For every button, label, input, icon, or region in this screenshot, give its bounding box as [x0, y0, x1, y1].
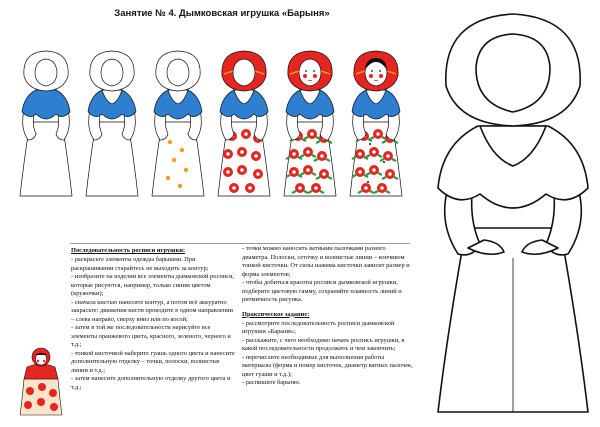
doll-stage-6	[346, 50, 406, 200]
practice-task: - рассмотрите последовательность росписи дымковской игрушки «Барыня»;	[242, 319, 395, 335]
sequence-step: - затем в той же последовательности нарисуйте все элементы оранжевого цвета, красного, зеленого, черного и т.д.;	[71, 324, 231, 348]
doll-stage-4	[214, 50, 274, 200]
doll-stage-2	[82, 50, 142, 200]
sequence-column-right	[242, 245, 414, 388]
sequence-step: - затем нанесите дополнительную отделку другого цвета и т.д.;	[71, 375, 231, 391]
divider-line	[70, 243, 410, 244]
sequence-step: - чтобы добиться красоты росписи дымковской игрушки, подберите цветовую гамму, сохраняйте плавность линий и ритмичность рисунка.	[242, 279, 402, 303]
painting-steps-row	[16, 50, 416, 200]
practice-task: - расскажите, с чего необходимо начать роспись игрушки, в какой последовательности продолжить и чем закончить;	[242, 336, 405, 352]
practice-task: - перечислите необходимые для выполнения работы материалы (форма и номер кисточек, диаметр ватных палочек, цвет гуаши и т.д.);	[242, 353, 413, 378]
practice-task: - распишите барыню.	[242, 379, 301, 386]
doll-stage-3	[148, 50, 208, 200]
sequence-step: - сначала кистью нанесите контур, а потом всё аккуратно закрасьте: движения кисти проводите в одном направлении – слева направо, сверху вниз или по косой;	[71, 298, 233, 323]
painted-doll-illustration	[16, 345, 66, 417]
sequence-step: - изобразите на изделии все элементы дымковской росписи, которые рисуются, например, только синим цветом (кружочки);	[71, 273, 235, 297]
sequence-step: - точки можно наносить ватными палочками разного диаметра. Полоски, сеточку и волнистые линии – кончиком тонкой кисточки. От силы нажима кисточки зависит размер и форма элементов;	[242, 245, 410, 278]
page-title: Занятие № 4. Дымковская игрушка «Барыня»	[114, 8, 330, 19]
doll-stage-5	[280, 50, 340, 200]
coloring-doll-outline	[418, 8, 598, 421]
sequence-step: - раскрасьте элементы одежды барышни. При раскрашивании старайтесь не выходить за контур;	[71, 256, 209, 272]
sequence-step: - тонкой кисточкой наберите гуашь одного цвета и нанесите дополнительную отделку – точки, полоски, волнистые линии и т.д.;	[71, 349, 235, 374]
practice-heading: Практическое задание:	[242, 310, 310, 318]
sequence-column-left	[71, 247, 235, 392]
sequence-heading: Последовательность росписи игрушки:	[71, 247, 186, 254]
doll-stage-1	[16, 50, 76, 200]
